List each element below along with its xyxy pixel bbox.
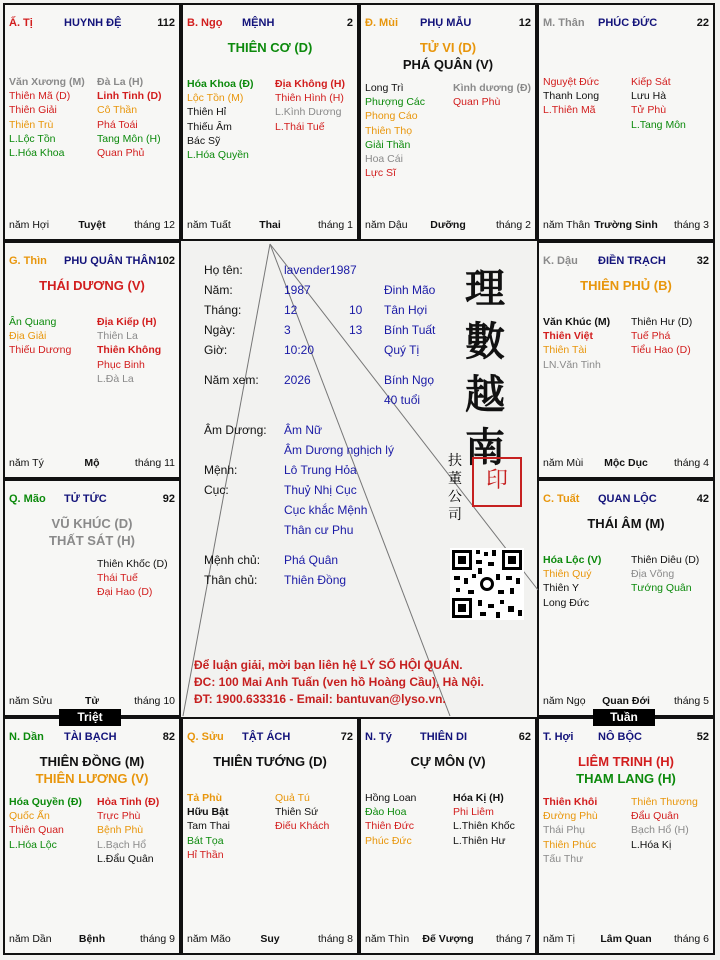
limit-month: tháng 9 bbox=[139, 933, 175, 945]
life-stage: Mộ bbox=[84, 457, 100, 469]
day-can: Bính Tuất bbox=[384, 323, 436, 337]
contact-line-1: Để luận giải, mời bạn liên hệ LÝ SỐ HỘI QUÁN. bbox=[194, 658, 463, 672]
star-column-right bbox=[631, 553, 717, 596]
hour-value: 10:20 bbox=[284, 343, 315, 357]
limit-year: năm Hợi bbox=[9, 219, 50, 231]
palace-header bbox=[9, 17, 175, 33]
limit-month: tháng 10 bbox=[134, 695, 175, 707]
palace-name: MỆNH bbox=[242, 17, 275, 29]
tuan-marker: Tuần bbox=[593, 709, 655, 726]
minor-star: Thiên Mã (D) bbox=[9, 90, 71, 103]
minor-star: Thiên Quan bbox=[9, 824, 64, 837]
limit-year: năm Ngọ bbox=[543, 695, 586, 707]
contact-block bbox=[194, 657, 484, 708]
palace-footer bbox=[187, 933, 353, 947]
month-label: Tháng: bbox=[204, 303, 242, 317]
star-column-right bbox=[631, 75, 717, 132]
limit-month: tháng 12 bbox=[134, 219, 175, 231]
minor-star: L.Hóa Lộc bbox=[9, 838, 57, 851]
view-year-value: 2026 bbox=[284, 373, 311, 387]
star-column-left bbox=[543, 553, 629, 610]
minor-star: L.Lộc Tồn bbox=[9, 132, 56, 145]
palace-cell-hoi bbox=[537, 717, 715, 955]
limit-year: năm Dậu bbox=[365, 219, 408, 231]
name-value: lavender1987 bbox=[284, 263, 357, 277]
main-star: THIÊN CƠ (D) bbox=[227, 40, 313, 55]
palace-cell-ngo bbox=[181, 3, 359, 241]
palace-footer bbox=[543, 219, 709, 233]
life-stage: Tuyệt bbox=[78, 219, 106, 231]
minor-star: Thanh Long bbox=[543, 90, 600, 103]
red-seal-stamp: 印 bbox=[472, 457, 522, 507]
limit-year: năm Tý bbox=[9, 457, 44, 469]
main-star: THAM LANG (H) bbox=[576, 771, 676, 786]
amduong-value: Âm Nữ bbox=[284, 423, 323, 437]
palace-age: 102 bbox=[156, 255, 175, 267]
palace-branch: B. Ngọ bbox=[187, 17, 223, 29]
limit-month: tháng 1 bbox=[317, 219, 353, 231]
minor-star: Bệnh Phù bbox=[97, 824, 144, 837]
minor-star: Cô Thần bbox=[97, 104, 138, 117]
minor-star: Tam Thai bbox=[187, 820, 230, 833]
star-column-left bbox=[9, 315, 95, 358]
life-stage: Thai bbox=[259, 219, 281, 231]
palace-name: PHÚC ĐỨC bbox=[598, 17, 658, 29]
menh-label: Mệnh: bbox=[204, 463, 238, 477]
month-value: 12 bbox=[284, 303, 298, 317]
minor-star: Hóa Quyền (Đ) bbox=[9, 796, 82, 808]
palace-header bbox=[365, 731, 531, 747]
minor-star: Tang Môn (H) bbox=[97, 132, 161, 145]
palace-footer bbox=[543, 457, 709, 471]
year-can: Đinh Mão bbox=[384, 283, 436, 297]
minor-star: Linh Tinh (D) bbox=[97, 90, 162, 103]
minor-star: Long Đức bbox=[543, 596, 590, 609]
minor-star: Đào Hoa bbox=[365, 806, 407, 819]
palace-cell-mao bbox=[3, 479, 181, 717]
day-value: 3 bbox=[284, 323, 291, 337]
palace-name: TỬ TỨC bbox=[64, 493, 107, 505]
minor-star: Tướng Quân bbox=[631, 582, 692, 595]
life-stage: Mộc Dục bbox=[604, 457, 648, 469]
minor-star: Phúc Đức bbox=[365, 834, 412, 847]
limit-month: tháng 6 bbox=[673, 933, 709, 945]
palace-name: THIÊN DI bbox=[420, 731, 468, 743]
minor-star: L.Hóa Quyền bbox=[187, 149, 249, 162]
minor-star: Thiên Tài bbox=[543, 344, 587, 357]
palace-branch: K. Dậu bbox=[543, 255, 578, 267]
minor-star: L.Đà La bbox=[97, 372, 134, 385]
main-stars bbox=[5, 515, 179, 549]
palace-branch: Đ. Mùi bbox=[365, 17, 398, 29]
minor-star: Kiếp Sát bbox=[631, 76, 671, 88]
minor-star: Hữu Bật bbox=[187, 806, 229, 819]
minor-star: Thiên Khốc (D) bbox=[97, 558, 168, 570]
life-stage: Lâm Quan bbox=[600, 933, 652, 945]
main-star: TỬ VI (D) bbox=[419, 40, 477, 55]
minor-star: Bạch Hổ (H) bbox=[631, 824, 689, 837]
minor-star: Địa Võng bbox=[631, 568, 675, 581]
month-can: Tân Hợi bbox=[384, 303, 428, 317]
star-column-right bbox=[97, 75, 183, 160]
palace-footer bbox=[9, 457, 175, 471]
day-label: Ngày: bbox=[204, 323, 236, 337]
limit-year: năm Tuất bbox=[187, 219, 231, 231]
life-stage: Trường Sinh bbox=[594, 219, 658, 231]
palace-footer bbox=[543, 695, 709, 709]
palace-name: NÔ BỘC bbox=[598, 731, 642, 743]
palace-branch: T. Hợi bbox=[543, 731, 574, 743]
menhchu-label: Mệnh chủ: bbox=[204, 553, 261, 567]
minor-star: Hỏa Tinh (Đ) bbox=[97, 796, 160, 808]
minor-star: Văn Khúc (M) bbox=[543, 316, 611, 328]
minor-star: Thiên Diêu (D) bbox=[631, 554, 700, 566]
star-column-right bbox=[275, 791, 361, 834]
minor-star: Thiên Sứ bbox=[275, 806, 319, 819]
palace-name: ĐIỀN TRẠCH bbox=[598, 255, 666, 267]
palace-age: 22 bbox=[696, 17, 709, 29]
star-column-right bbox=[97, 557, 183, 600]
minor-star: Thiên Thọ bbox=[365, 124, 413, 137]
palace-name: PHU QUÂN THÂN bbox=[64, 255, 157, 267]
minor-star: Ân Quang bbox=[9, 316, 57, 328]
minor-star: Tả Phù bbox=[187, 792, 223, 804]
star-column-left bbox=[187, 791, 273, 862]
main-star: THIÊN TƯỚNG (D) bbox=[213, 754, 327, 769]
minor-star: L.Bạch Hổ bbox=[97, 838, 147, 851]
star-column-right bbox=[631, 315, 717, 358]
palace-age: 2 bbox=[346, 17, 353, 29]
limit-year: năm Dần bbox=[9, 933, 52, 945]
star-column-left bbox=[543, 315, 629, 372]
main-stars bbox=[5, 753, 179, 787]
triet-marker: Triệt bbox=[59, 709, 121, 726]
main-stars bbox=[183, 39, 357, 56]
main-stars bbox=[361, 39, 535, 73]
minor-star: L.Đẩu Quân bbox=[97, 852, 154, 865]
minor-star: Hỉ Thần bbox=[187, 848, 224, 861]
minor-star: Địa Kiếp (H) bbox=[97, 316, 157, 328]
minor-star: Nguyệt Đức bbox=[543, 76, 600, 88]
minor-star: Địa Không (H) bbox=[275, 78, 345, 90]
palace-branch: N. Tý bbox=[365, 731, 392, 743]
amduong-label: Âm Dương: bbox=[204, 423, 267, 437]
palace-footer bbox=[365, 933, 531, 947]
palace-branch: G. Thìn bbox=[9, 255, 47, 267]
palace-header bbox=[187, 731, 353, 747]
minor-star: Bát Tọa bbox=[187, 834, 224, 847]
minor-star: Thiên Không bbox=[97, 344, 162, 357]
qr-code-graphic bbox=[450, 548, 524, 620]
day-lunar: 13 bbox=[349, 323, 363, 337]
palace-header bbox=[365, 17, 531, 33]
star-column-left bbox=[365, 791, 451, 848]
minor-star: Kình dương (Đ) bbox=[453, 82, 532, 94]
minor-star: Tử Phù bbox=[631, 104, 667, 117]
minor-star: Phá Toái bbox=[97, 118, 138, 131]
palace-cell-ti bbox=[3, 3, 181, 241]
palace-footer bbox=[187, 219, 353, 233]
minor-star: Thái Tuế bbox=[97, 572, 138, 585]
palace-name: QUAN LỘC bbox=[598, 493, 657, 505]
star-column-left bbox=[543, 75, 629, 118]
minor-star: Bác Sỹ bbox=[187, 134, 221, 147]
name-label: Họ tên: bbox=[204, 263, 243, 277]
minor-star: Thiên Thương bbox=[631, 796, 698, 808]
main-star: LIÊM TRINH (H) bbox=[577, 754, 675, 769]
star-column-right bbox=[453, 81, 539, 109]
palace-age: 52 bbox=[696, 731, 709, 743]
minor-star: Hóa Kị (H) bbox=[453, 792, 504, 804]
limit-year: năm Mùi bbox=[543, 457, 584, 469]
palace-cell-thin bbox=[3, 241, 181, 479]
palace-cell-tuat bbox=[537, 479, 715, 717]
than-cu-note: Thân cư Phu bbox=[284, 523, 354, 537]
minor-star: Thiếu Âm bbox=[187, 120, 232, 133]
palace-cell-dan bbox=[3, 717, 181, 955]
minor-star: Thiên Hỉ bbox=[187, 106, 227, 119]
limit-month: tháng 5 bbox=[673, 695, 709, 707]
qr-code[interactable] bbox=[450, 548, 524, 620]
life-stage: Quan Đới bbox=[602, 695, 650, 707]
minor-star: Thiên La bbox=[97, 330, 138, 343]
minor-star: Văn Xương (M) bbox=[9, 76, 85, 88]
minor-star: L.Tang Môn bbox=[631, 118, 686, 131]
menh-value: Lô Trung Hỏa bbox=[284, 463, 357, 477]
star-column-left bbox=[365, 81, 451, 180]
minor-star: Đà La (H) bbox=[97, 76, 144, 88]
minor-star: Phượng Các bbox=[365, 96, 426, 109]
minor-star: Thiên Việt bbox=[543, 330, 593, 343]
seal-text: 扶 董 公 司 bbox=[448, 453, 462, 523]
main-star: THIÊN PHỦ (B) bbox=[580, 278, 672, 293]
main-star: THIÊN ĐỒNG (M) bbox=[39, 754, 145, 769]
palace-age: 12 bbox=[518, 17, 531, 29]
minor-star: Quan Phủ bbox=[97, 147, 145, 160]
minor-star: Quan Phù bbox=[453, 96, 501, 109]
limit-month: tháng 2 bbox=[495, 219, 531, 231]
minor-star: Tiểu Hao (D) bbox=[631, 344, 691, 357]
minor-star: Phục Binh bbox=[97, 358, 145, 371]
palace-branch: N. Dần bbox=[9, 731, 44, 743]
main-star: THẤT SÁT (H) bbox=[49, 533, 135, 548]
palace-footer bbox=[9, 219, 175, 233]
limit-month: tháng 8 bbox=[317, 933, 353, 945]
palace-name: PHỤ MẪU bbox=[420, 17, 472, 29]
star-column-left bbox=[543, 795, 629, 866]
minor-star: Tấu Thư bbox=[543, 852, 584, 865]
star-column-left bbox=[187, 77, 273, 162]
year-label: Năm: bbox=[204, 283, 233, 297]
main-stars bbox=[5, 277, 179, 294]
palace-footer bbox=[365, 219, 531, 233]
minor-star: Thiên Quý bbox=[543, 568, 592, 581]
life-stage: Dưỡng bbox=[430, 219, 466, 231]
palace-branch: M. Thân bbox=[543, 17, 585, 29]
minor-star: Phi Liêm bbox=[453, 806, 494, 819]
minor-star: Lộc Tồn (M) bbox=[187, 92, 244, 105]
main-star: THIÊN LƯƠNG (V) bbox=[35, 771, 149, 786]
life-stage: Tử bbox=[84, 695, 100, 707]
minor-star: L.Hóa Kị bbox=[631, 838, 672, 851]
minor-star: Lưu Hà bbox=[631, 90, 667, 103]
minor-star: Hóa Khoa (Đ) bbox=[187, 78, 254, 90]
palace-age: 62 bbox=[518, 731, 531, 743]
minor-star: Quả Tú bbox=[275, 792, 310, 804]
minor-star: Hóa Lộc (V) bbox=[543, 554, 602, 566]
life-stage: Suy bbox=[260, 933, 280, 945]
main-star: THÁI ÂM (M) bbox=[587, 516, 665, 531]
cuc-label: Cục: bbox=[204, 483, 229, 497]
star-column-right bbox=[275, 77, 361, 134]
palace-age: 112 bbox=[157, 17, 175, 29]
minor-star: Lực Sĩ bbox=[365, 167, 396, 180]
palace-name: TẬT ÁCH bbox=[242, 731, 291, 743]
minor-star: Thiên Khôi bbox=[543, 796, 598, 808]
palace-name: TÀI BẠCH bbox=[64, 731, 117, 743]
palace-age: 42 bbox=[696, 493, 709, 505]
contact-address: ĐC: 100 Mai Anh Tuấn (ven hồ Hoàng Cầu), Hà Nội. bbox=[194, 675, 485, 689]
minor-star: L.Thiên Khốc bbox=[453, 820, 515, 833]
palace-footer bbox=[9, 933, 175, 947]
thanchu-value: Thiên Đồng bbox=[284, 573, 347, 587]
star-column-left bbox=[9, 795, 95, 852]
limit-month: tháng 3 bbox=[673, 219, 709, 231]
main-star: THÁI DƯƠNG (V) bbox=[39, 278, 145, 293]
minor-star: L.Kình Dương bbox=[275, 106, 342, 119]
star-column-left bbox=[9, 75, 95, 160]
minor-star: Thiên Đức bbox=[365, 820, 415, 833]
palace-cell-dau bbox=[537, 241, 715, 479]
palace-branch: Ấ. Tị bbox=[9, 17, 33, 29]
center-info-panel bbox=[182, 242, 538, 716]
life-stage: Đế Vượng bbox=[422, 933, 474, 945]
minor-star: Quốc Ấn bbox=[9, 810, 50, 823]
limit-month: tháng 7 bbox=[495, 933, 531, 945]
minor-star: Trực Phù bbox=[97, 810, 141, 823]
menhchu-value: Phá Quân bbox=[284, 553, 339, 567]
palace-cell-suu bbox=[181, 717, 359, 955]
life-stage: Bệnh bbox=[78, 933, 106, 945]
minor-star: Đại Hao (D) bbox=[97, 586, 153, 599]
palace-age: 72 bbox=[340, 731, 353, 743]
age-value: 40 tuổi bbox=[384, 393, 421, 407]
minor-star: Hồng Loan bbox=[365, 792, 417, 804]
palace-header bbox=[543, 731, 709, 747]
calligraphy-logo: 理 數 越 南 bbox=[465, 265, 505, 471]
palace-age: 32 bbox=[696, 255, 709, 267]
main-stars bbox=[539, 515, 713, 532]
minor-star: Thiếu Dương bbox=[9, 344, 72, 357]
star-column-right bbox=[631, 795, 717, 852]
palace-header bbox=[187, 17, 353, 33]
thanchu-label: Thân chủ: bbox=[204, 573, 258, 587]
main-stars bbox=[361, 753, 535, 770]
minor-star: L.Thái Tuế bbox=[275, 120, 325, 133]
minor-star: Thiên Hình (H) bbox=[275, 92, 344, 105]
palace-header bbox=[9, 493, 175, 509]
view-year-can: Bính Ngọ bbox=[384, 373, 435, 387]
palace-cell-mui bbox=[359, 3, 537, 241]
minor-star: Thiên Hư (D) bbox=[631, 316, 693, 328]
minor-star: Hoa Cái bbox=[365, 153, 403, 166]
minor-star: L.Thiên Mã bbox=[543, 104, 596, 117]
main-star: CỰ MÔN (V) bbox=[410, 754, 486, 769]
minor-star: Long Trì bbox=[365, 82, 404, 94]
amduong-note: Âm Dương nghịch lý bbox=[284, 443, 394, 457]
palace-name: HUYNH ĐỆ bbox=[64, 17, 122, 29]
year-value: 1987 bbox=[284, 283, 311, 297]
limit-year: năm Thìn bbox=[365, 933, 410, 945]
main-star: VŨ KHÚC (D) bbox=[51, 516, 133, 531]
minor-star: Phong Cáo bbox=[365, 110, 418, 123]
limit-month: tháng 4 bbox=[673, 457, 709, 469]
palace-footer bbox=[543, 933, 709, 947]
palace-branch: Q. Sửu bbox=[187, 731, 224, 743]
main-star: PHÁ QUÂN (V) bbox=[402, 57, 494, 72]
minor-star: Địa Giải bbox=[9, 330, 47, 343]
limit-month: tháng 11 bbox=[134, 457, 175, 469]
palace-branch: C. Tuất bbox=[543, 493, 580, 505]
minor-star: Thiên Y bbox=[543, 582, 579, 595]
hour-can: Quý Tị bbox=[384, 343, 420, 357]
palace-header bbox=[9, 255, 175, 271]
palace-header bbox=[543, 17, 709, 33]
minor-star: Tuế Phá bbox=[631, 330, 671, 343]
palace-cell-ty bbox=[359, 717, 537, 955]
star-column-right bbox=[453, 791, 539, 848]
limit-year: năm Thân bbox=[543, 219, 591, 231]
minor-star: Giải Thần bbox=[365, 138, 411, 151]
minor-star: LN.Văn Tinh bbox=[543, 358, 601, 371]
palace-footer bbox=[9, 695, 175, 709]
main-stars bbox=[539, 277, 713, 294]
minor-star: Điếu Khách bbox=[275, 820, 330, 833]
limit-year: năm Mão bbox=[187, 933, 231, 945]
palace-header bbox=[543, 493, 709, 509]
palace-header bbox=[543, 255, 709, 271]
minor-star: L.Hóa Khoa bbox=[9, 147, 65, 160]
main-stars bbox=[183, 753, 357, 770]
palace-header bbox=[9, 731, 175, 747]
cuc-value: Thuỷ Nhị Cục bbox=[284, 483, 357, 497]
palace-age: 82 bbox=[162, 731, 175, 743]
minor-star: Thiên Trù bbox=[9, 118, 54, 131]
cuc-note: Cục khắc Mệnh bbox=[284, 503, 368, 517]
minor-star: Thiên Phúc bbox=[543, 838, 597, 851]
contact-phone-email[interactable]: ĐT: 1900.633316 - Email: bantuvan@lyso.vn. bbox=[194, 692, 446, 706]
star-column-right bbox=[97, 795, 183, 866]
main-stars bbox=[539, 753, 713, 787]
limit-year: năm Tị bbox=[543, 933, 575, 945]
view-year-label: Năm xem: bbox=[204, 373, 259, 387]
palace-branch: Q. Mão bbox=[9, 493, 46, 505]
minor-star: Đường Phù bbox=[543, 810, 598, 823]
month-lunar: 10 bbox=[349, 303, 363, 317]
hour-label: Giờ: bbox=[204, 343, 228, 357]
minor-star: Thái Phụ bbox=[543, 824, 586, 837]
minor-star: L.Thiên Hư bbox=[453, 834, 506, 847]
star-column-right bbox=[97, 315, 183, 386]
palace-age: 92 bbox=[162, 493, 175, 505]
limit-year: năm Sửu bbox=[9, 695, 53, 707]
minor-star: Thiên Giải bbox=[9, 104, 57, 117]
palace-cell-than bbox=[537, 3, 715, 241]
minor-star: Đẩu Quân bbox=[631, 810, 679, 823]
